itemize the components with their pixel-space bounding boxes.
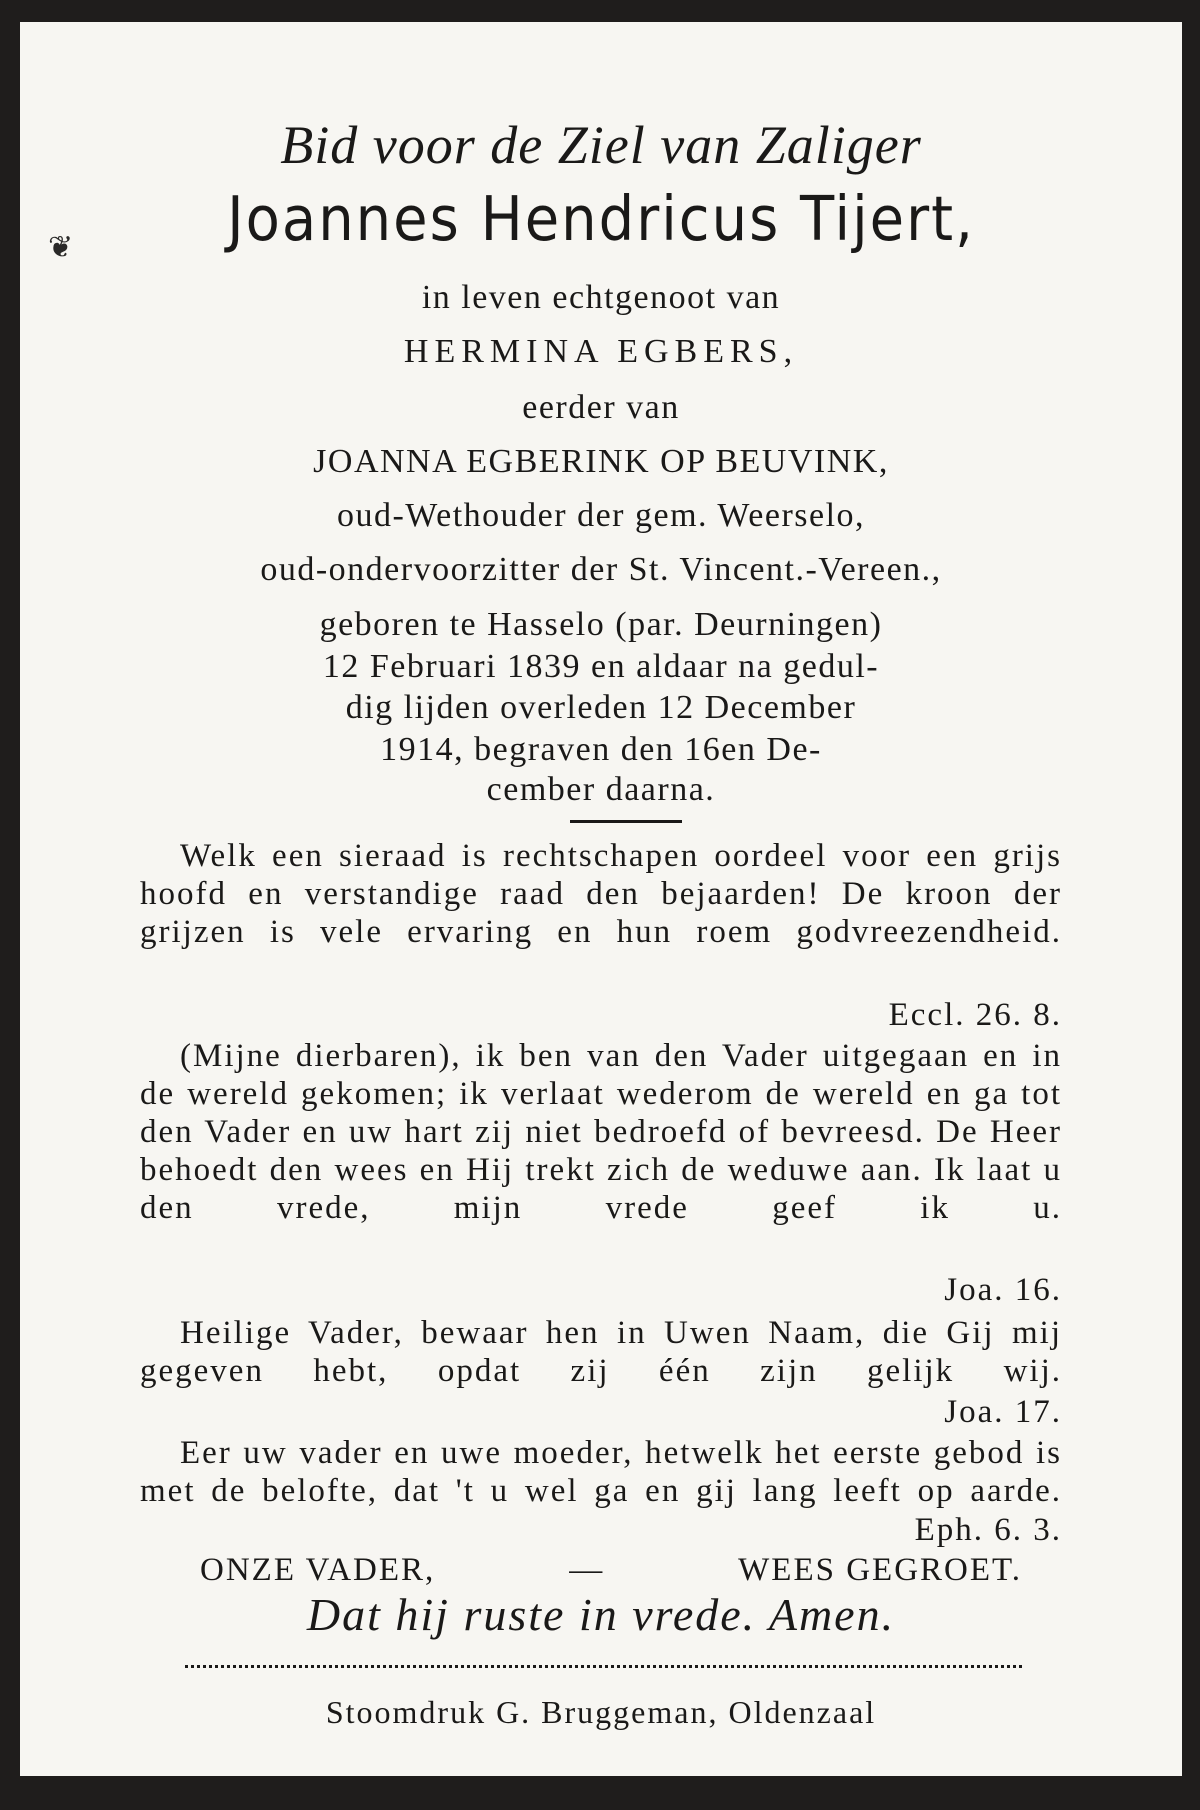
verse-3-ref: Joa. 17.: [944, 1394, 1062, 1430]
bio-line-1: in leven echtgenoot van: [421, 279, 781, 316]
verse-1-text: Welk een sieraad is rechtschapen oordeel voor een grijs hoofd en verstandige raad den bejaarden! De kroon der grijzen is vele ervaring en hun roem godvreezendheid.: [140, 838, 1062, 950]
bio-line-3: eerder van: [522, 389, 680, 426]
bio-line-9: dig lijden overleden 12 December: [345, 689, 857, 726]
verse-3-text: Heilige Vader, bewaar hen in Uwen Naam, die Gij mij gegeven hebt, opdat zij één zijn gelijk wij.: [140, 1315, 1062, 1389]
bio-line-6: oud-ondervoorzitter der St. Vincent.-Vereen.,: [260, 551, 942, 588]
verse-2-ref: Joa. 16.: [944, 1272, 1062, 1308]
dotted-divider: [185, 1665, 1022, 1668]
printer-credit: Stoomdruk G. Bruggeman, Oldenzaal: [325, 1694, 877, 1730]
bio-line-8: 12 Februari 1839 en aldaar na gedul-: [322, 648, 880, 685]
prayer-wees-gegroet: WEES GEGROET.: [738, 1552, 1022, 1588]
deceased-name: Joannes Hendricus Tijert,: [227, 183, 975, 256]
closing-prayer: Dat hij ruste in vrede. Amen.: [306, 1589, 896, 1640]
bio-line-2: HERMINA EGBERS,: [403, 333, 799, 370]
ink-blot-ornament: ❦: [48, 230, 74, 265]
divider-rule: [570, 820, 682, 823]
verse-2-text: (Mijne dierbaren), ik ben van den Vader uitgegaan en in de wereld gekomen; ik verlaat wederom de wereld en ga tot den Vader en uw hart zij niet bedroefd of bevreesd. De Heer behoedt den wees en Hij trekt zich de weduwe aan. Ik laat u den vrede, mijn vrede geef ik u.: [140, 1038, 1062, 1226]
bio-line-4: JOANNA EGBERINK OP BEUVINK,: [313, 443, 889, 480]
bio-line-11: cember daarna.: [486, 771, 716, 808]
bio-line-5: oud-Wethouder der gem. Weerselo,: [336, 497, 866, 534]
bio-line-10: 1914, begraven den 16en De-: [380, 731, 822, 768]
bio-line-7: geboren te Hasselo (par. Deurningen): [319, 606, 883, 643]
prayers-line: [200, 1552, 1022, 1589]
invocation-heading: Bid voor de Ziel van Zaliger: [280, 115, 922, 175]
verse-1-ref: Eccl. 26. 8.: [888, 997, 1062, 1033]
verse-4-ref: Eph. 6. 3.: [914, 1512, 1062, 1548]
prayer-dash: —: [569, 1552, 605, 1588]
verse-4-text: Eer uw vader en uwe moeder, hetwelk het eerste gebod is met de belofte, dat 't u wel ga en gij lang leeft op aarde.: [140, 1435, 1062, 1509]
prayer-onze-vader: ONZE VADER,: [200, 1552, 436, 1588]
card-paper: [20, 22, 1182, 1776]
